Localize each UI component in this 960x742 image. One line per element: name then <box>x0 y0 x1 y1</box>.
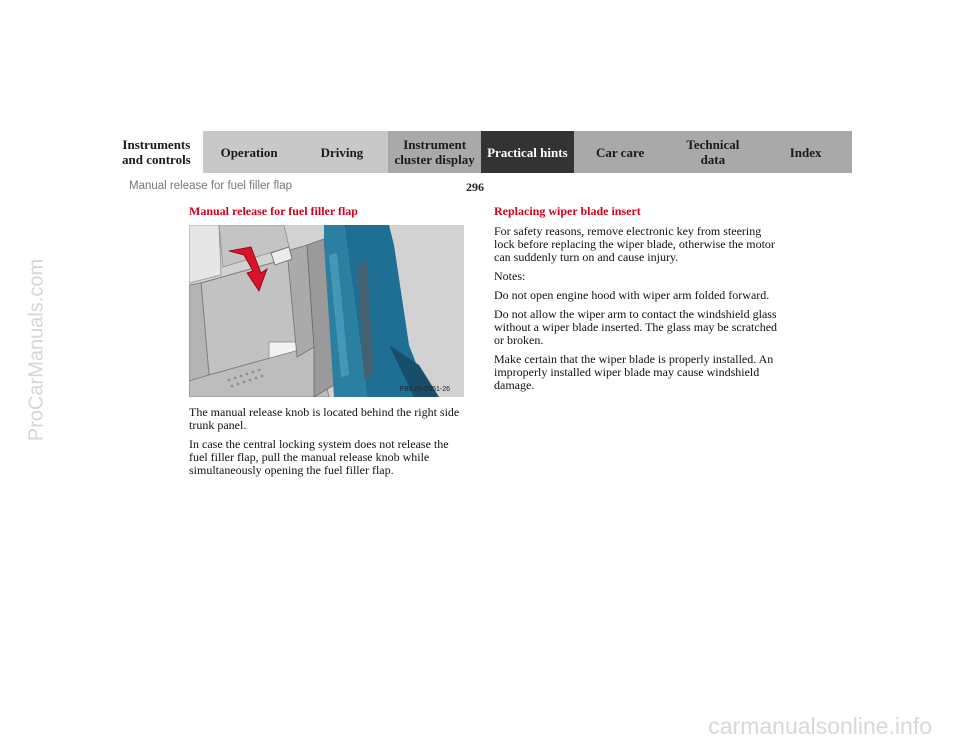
running-header-title: Manual release for fuel filler flap <box>129 180 292 192</box>
figure-code: P80.20-2051-26 <box>399 386 450 393</box>
tab-index[interactable]: Index <box>759 131 852 173</box>
trunk-panel-illustration <box>189 225 464 397</box>
wiper-paragraph-2: Do not open engine hood with wiper arm folded forward. <box>494 288 770 302</box>
wiper-blade-heading: Replacing wiper blade insert <box>494 204 641 218</box>
section-tabs <box>110 131 852 173</box>
tab-technical-data[interactable]: Technical data <box>667 131 760 173</box>
fuel-flap-heading: Manual release for fuel filler flap <box>189 204 358 218</box>
trunk-panel-drawing <box>189 225 464 397</box>
left-column <box>189 204 469 483</box>
right-column <box>494 204 784 398</box>
wiper-notes-label: Notes: <box>494 269 526 283</box>
bottom-watermark: carmanualsonline.info <box>708 713 932 739</box>
wiper-paragraph-3: Do not allow the wiper arm to contact the windshield glass without a wiper blade inserted. The glass may be scratched or broken. <box>494 307 778 347</box>
tab-instruments-and-controls[interactable]: Instruments and controls <box>110 131 203 173</box>
side-watermark-text: ProCarManuals.com <box>25 258 48 442</box>
tab-practical-hints[interactable]: Practical hints <box>481 131 574 173</box>
page-number: 296 <box>466 180 484 194</box>
tab-instrument-cluster-display[interactable]: Instrument cluster display <box>388 131 481 173</box>
side-watermark <box>22 150 52 550</box>
tab-driving[interactable]: Driving <box>296 131 389 173</box>
tab-car-care[interactable]: Car care <box>574 131 667 173</box>
tab-operation[interactable]: Operation <box>203 131 296 173</box>
wiper-paragraph-1: For safety reasons, remove electronic key from steering lock before replacing the wiper blade, otherwise the motor can suddenly turn on and cause injury. <box>494 224 775 264</box>
wiper-paragraph-4: Make certain that the wiper blade is properly installed. An improperly installed wiper blade may cause windshield damage. <box>494 352 774 392</box>
fuel-flap-paragraph-2: In case the central locking system does not release the fuel filler flap, pull the manual release knob while simultaneously opening the fuel filler flap. <box>189 437 449 477</box>
fuel-flap-paragraph-1: The manual release knob is located behind the right side trunk panel. <box>189 405 460 432</box>
